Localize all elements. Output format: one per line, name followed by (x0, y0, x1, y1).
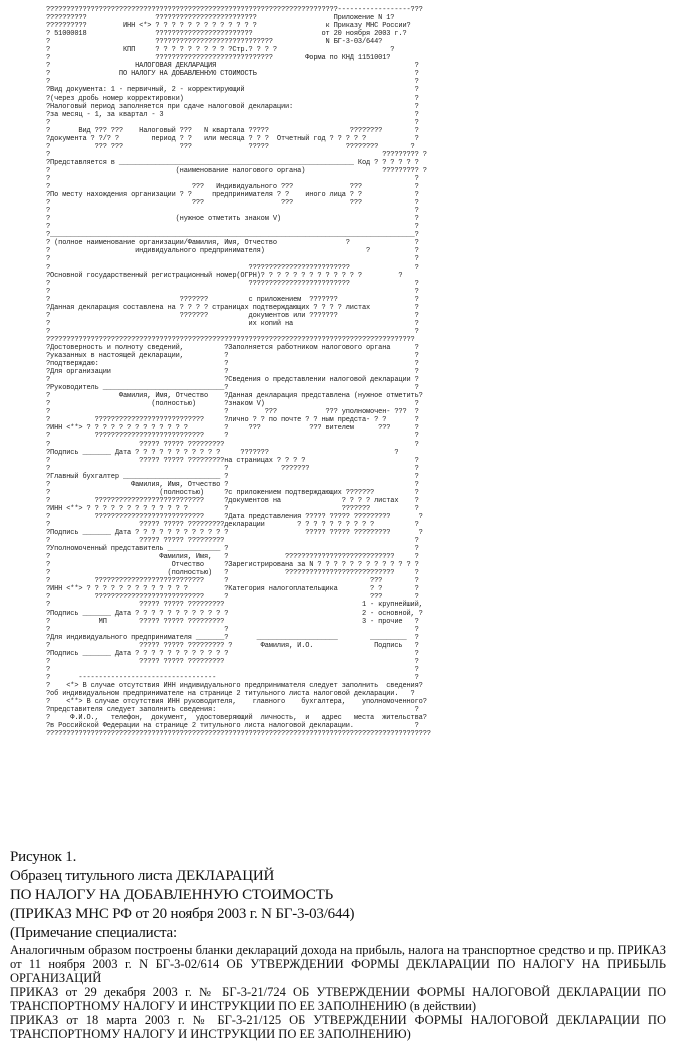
caption-title-line-1: Образец титульного листа ДЕКЛАРАЦИЙ (10, 868, 275, 884)
form-line: ? ??????????????????????????? ?документов на ? ? ? ? листах ? (46, 496, 419, 505)
specialist-note-paragraph-1: Аналогичным образом построены бланки деклараций дохода на прибыль, налога на транспортное средство и пр. ПРИКАЗ от 11 ноября 2003 г. N БГ-3-02/614 ОБ УТВЕРЖДЕНИИ ФОРМЫ ДЕКЛАРАЦИИ ПО НАЛОГУ НА ПРИБЫЛЬ ОРГАНИЗАЦИЙ (10, 943, 666, 985)
form-line: ?в Российской Федерации на странице 2 титульного листа налоговой декларации. ? (46, 722, 419, 731)
form-line: ? (полностью) ? ??????????????????????????? ? (46, 569, 419, 578)
form-line: ?указанных в настоящей декларации, ? ? (46, 352, 419, 361)
form-line: ? ??????????????????????????? ? ??? ? (46, 593, 419, 602)
form-line: ? ? (46, 118, 419, 127)
form-line: ?Налоговый период заполняется при сдаче налоговой декларации: ? (46, 102, 419, 111)
form-line: ? 51000018 ???????????????????????? от 20 ноября 2003 г.? (46, 30, 407, 39)
form-line: ?Для индивидуального предпринимателя _______? ____________________ _________ ? (46, 633, 419, 642)
form-line: ? ? (46, 287, 419, 296)
specialist-note-paragraph-2: ПРИКАЗ от 29 декабря 2003 г. № БГ-3-21/724 ОБ УТВЕРЖДЕНИИ ФОРМЫ НАЛОГОВОЙ ДЕКЛАРАЦИИ ПО ТРАНСПОРТНОМУ НАЛОГУ И ИНСТРУКЦИИ ПО ЕЕ ЗАПОЛНЕНИЮ (в действии) (10, 985, 666, 1013)
form-line: ?представителя следует заполнить сведения: ? (46, 706, 419, 715)
caption-order-reference: (ПРИКАЗ МНС РФ от 20 ноября 2003 г. N БГ-3-03/644) (10, 906, 355, 922)
form-line: ? ????? ????? ?????????декларации ? ? ? ? ? ? ? ? ? ? ? (46, 521, 419, 529)
form-line: ? ????????????????????????? ? (46, 263, 419, 272)
form-line: ?ИНН <**> ? ? ? ? ? ? ? ? ? ? ? ? ? ? ??????? ? (46, 504, 419, 513)
form-line: ? ????????????????????????????? Форма по КНД 1151001? (46, 54, 391, 63)
form-line: ?Руководитель ______________________________? ? (46, 384, 419, 393)
form-line: ? ??????????????????????????? ?лично ? ? по почте ? ? ным предста- ? ? ? (46, 416, 419, 425)
form-line: ? ? ??? ??? уполномочен- ??? ? (46, 408, 419, 417)
form-line: ?Представляется в __________________________________________________________ Код ? ? ? ? ? ? (46, 158, 419, 167)
form-line: ? ??? ??? ??? ? (46, 199, 419, 208)
form-line: ? ? (46, 223, 419, 232)
form-line: ? Отчество ?Зарегистрирована за N ? ? ? ? ? ? ? ? ? ? ? ? ? (46, 561, 419, 570)
form-line: ? (полное наименование организации/Фамилия, Имя, Отчество ? ? (46, 239, 419, 248)
form-line: ? ??????? с приложением ??????? ? (46, 295, 419, 304)
form-line: ? ????????????????????????????? N БГ-3-03/644? (46, 38, 383, 47)
form-line: ?__________________________________________________________________________________________? (46, 231, 419, 240)
form-line: ? ????? ????? ????????? ? (46, 657, 419, 666)
form-line: ? (полностью) ?знаком V) ? (46, 400, 419, 409)
form-line: ?подтверждаю: ? ? (46, 360, 419, 369)
form-line: ? ? (46, 665, 419, 674)
form-line: ?Подпись _______ Дата ? ? ? ? ? ? ? ? ? ? ? ??????? ? (46, 448, 399, 457)
form-line: ? ????????????????????????? ? (46, 279, 419, 288)
form-line: ? ? ??????? ? (46, 464, 419, 473)
form-line: ?ИНН <**> ? ? ? ? ? ? ? ? ? ? ? ? ? ?Категория налогоплательщика ? ? ? (46, 585, 419, 594)
form-line: ??????????????????????????????????????????????????????????????????????????????????????????????? (46, 730, 431, 739)
form-line: ?Вид документа: 1 - первичный, 2 - корректирующий ? (46, 86, 419, 95)
figure-caption (10, 848, 666, 1041)
form-line: ? ПО НАЛОГУ НА ДОБАВЛЕННУЮ СТОИМОСТЬ ? (46, 70, 419, 79)
form-line: ? Ф.И.О., телефон, документ, удостоверяющий личность, и адрес места жительства? (46, 714, 427, 723)
form-line: ?Подпись _______ Дата ? ? ? ? ? ? ? ? ? ? ? ? 2 - основной, ? (46, 609, 423, 618)
figure-number: Рисунок 1. (10, 849, 77, 865)
form-line: ? ????? ????? ?????????на страницах ? ? ? ? ? (46, 456, 419, 465)
form-line: ? ??????????????????????????? ? ? (46, 432, 419, 441)
form-line: ? <*> В случае отсутствия ИНН индивидуального предпринимателя следует заполнить сведения? (46, 681, 423, 690)
form-line: ?об индивидуальном предпринимателе на странице 2 титульного листа налоговой декларации. ? (46, 689, 415, 698)
form-line: ? ? (46, 174, 419, 183)
form-line: ?Подпись _______ Дата ? ? ? ? ? ? ? ? ? ? ? ? ? (46, 649, 419, 658)
form-line: ?(через дробь номер корректировки) ? (46, 94, 419, 103)
form-line: ? их копий на ? (46, 319, 419, 328)
form-line: ? ? (46, 255, 419, 264)
form-line: ?????????? ИНН <*> ? ? ? ? ? ? ? ? ? ? ? ? ? к Приказу МНС России? (46, 22, 411, 31)
form-line: ? МП ????? ????? ????????? 3 - прочие ? (46, 617, 419, 626)
specialist-note-paragraph-3: ПРИКАЗ от 18 марта 2003 г. № БГ-3-21/125 ОБ УТВЕРЖДЕНИИ ФОРМЫ НАЛОГОВОЙ ДЕКЛАРАЦИИ ПО ТРАНСПОРТНОМУ НАЛОГУ И ИНСТРУКЦИИ ПО ЕЕ ЗАПОЛНЕНИЮ) (10, 1013, 666, 1041)
form-line: ? КПП ? ? ? ? ? ? ? ? ? ?Стр.? ? ? ? ? (46, 46, 395, 55)
form-line: ? ??????? документов или ??????? ? (46, 311, 419, 320)
form-line: ? <**> В случае отсутствия ИНН руководителя, главного бухгалтера, уполномоченного? (46, 698, 427, 707)
form-line: ? ? (46, 327, 419, 336)
form-line: ?Уполномоченный представитель _____________ ? ? (46, 545, 419, 554)
form-line: ? ? (46, 207, 419, 216)
form-line: ?документа ? ?/? ? период ? ? или месяца ? ? ? Отчетный год ? ? ? ? ? ? (46, 134, 419, 143)
form-line: ? ??????????????????????????? ?Дата представления ????? ????? ????????? ? (46, 512, 423, 521)
caption-title-line-2: ПО НАЛОГУ НА ДОБАВЛЕННУЮ СТОИМОСТЬ (10, 887, 334, 903)
form-line: ? ? ? (46, 625, 419, 634)
form-line: ? Фамилия, Имя, Отчество ? ? (46, 480, 419, 489)
form-line: ?Для организации ? ? (46, 368, 419, 377)
form-line: ? (нужное отметить знаком V) ? (46, 215, 419, 224)
form-line: ? (наименование налогового органа) ????????? ? (46, 166, 427, 175)
form-line: ?Подпись _______ Дата ? ? ? ? ? ? ? ? ? ? ? ? ????? ????? ????????? ? (46, 529, 423, 538)
form-line: ??????????????????????????????????????????????????????????????????????????????????????????? (46, 335, 415, 344)
form-line: ? ---------------------------------- ? (46, 673, 419, 682)
form-line: ?ИНН <**> ? ? ? ? ? ? ? ? ? ? ? ? ? ? ??? ??? вителем ??? ? (46, 424, 419, 433)
form-line: ?По месту нахождения организации ? ? предпринимателя ? ? иного лица ? ? ? (46, 191, 419, 200)
form-line: ?Данная декларация составлена на ? ? ? ? страницах подтверждающих ? ? ? ? листах ? (46, 303, 419, 312)
form-line: ? ????? ????? ????????? ? Фамилия, И.О. Подпись ? (46, 641, 419, 650)
form-line: ? индивидуального предпринимателя) ? ? (46, 247, 419, 256)
form-line: ? Вид ??? ??? Налоговый ??? N квартала ????? ???????? ? (46, 126, 419, 135)
form-line: ? ??????????????????????????? ? ??? ? (46, 577, 419, 586)
form-line: ? (полностью) ?с приложением подтверждающих ??????? ? (46, 488, 419, 497)
form-line: ?Главный бухгалтер ________________________ ? ? (46, 472, 419, 481)
form-line: ?Основной государственный регистрационный номер(ОГРН)? ? ? ? ? ? ? ? ? ? ? ? ? ? (46, 271, 403, 280)
form-line: ? ????? ????? ????????? ? (46, 537, 419, 546)
form-line: ? Фамилия, Имя, ? ??????????????????????????? ? (46, 553, 419, 562)
form-line: ? ????? ????? ????????? 1 - крупнейший, (46, 601, 423, 610)
form-line: ? НАЛОГОВАЯ ДЕКЛАРАЦИЯ ? (46, 62, 419, 71)
form-line: ????????????????????????????????????????????????????????????????????????------------------??? (46, 6, 423, 14)
form-line: ? Фамилия, Имя, Отчество ?Данная декларация представлена (нужное отметить? (46, 392, 423, 401)
form-line: ? ??? ??? ??? ????? ???????? ? (46, 142, 415, 151)
specialist-note-heading: (Примечание специалиста: (10, 925, 177, 941)
form-line: ?????????? ????????????????????????? Приложение N 1? (46, 14, 395, 23)
form-line: ? ????????? ? (46, 150, 427, 159)
form-line: ? ?Сведения о представлении налоговой декларации ? (46, 376, 419, 385)
form-line: ?Достоверность и полноту сведений, ?Заполняется работником налогового органа ? (46, 343, 419, 352)
form-line: ?за месяц - 1, за квартал - 3 ? (46, 110, 419, 119)
form-line: ? ??? Индивидуального ??? ??? ? (46, 183, 419, 192)
form-line: ? ? (46, 78, 419, 87)
form-line: ? ????? ????? ????????? ? (46, 440, 419, 449)
tax-declaration-form-text (46, 6, 492, 842)
